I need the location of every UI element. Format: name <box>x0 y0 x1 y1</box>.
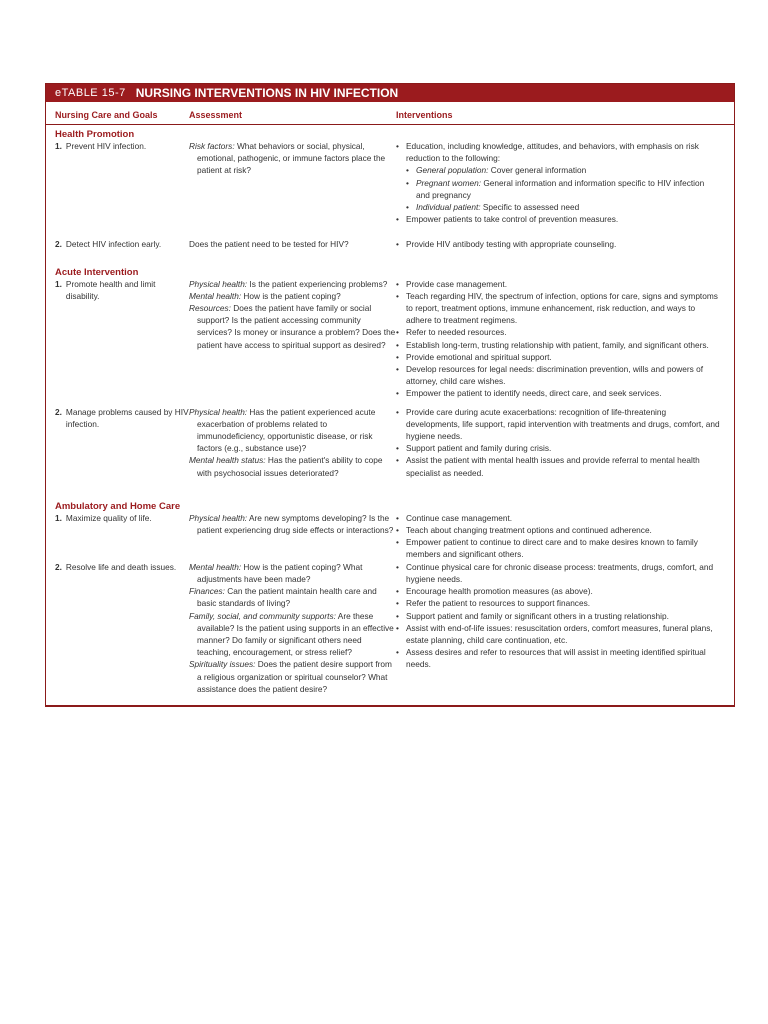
goal-number: 1. <box>55 278 62 289</box>
intervention-item: • Provide care during acute exacerbations: recognition of life-threatening developments, life support, rapid intervention with treatments and drugs, comfort, and hygiene needs. <box>396 406 720 443</box>
text-label: Mental health status: <box>189 455 266 466</box>
intervention-subitem: • Pregnant women: General information and information specific to HIV infection and pregnancy <box>396 177 720 201</box>
column-header-row <box>46 106 734 125</box>
section-title: Acute Intervention <box>55 266 139 278</box>
nursing-interventions-table <box>45 83 735 707</box>
assessment-item: Does the patient need to be tested for HIV? <box>189 239 349 250</box>
intervention-item: • Support patient and family or significant others in a trusting relationship. <box>396 610 720 622</box>
intervention-item: • Empower patient to continue to direct care and to make desires known to family members and significant others. <box>396 536 720 560</box>
table-title-bar <box>46 84 734 102</box>
assessment-item: Physical health: Is the patient experiencing problems? <box>189 278 388 289</box>
intervention-item: • Empower patients to take control of prevention measures. <box>396 213 720 225</box>
intervention-subitem: • General population: Cover general information <box>396 164 720 176</box>
goal-number: 1. <box>55 512 62 523</box>
assessment-item: Finances: Can the patient maintain health care and basic standards of living? <box>189 586 377 609</box>
table-body <box>46 129 734 695</box>
goal-item <box>55 512 189 524</box>
goal-cell <box>46 140 189 225</box>
interventions-cell <box>396 238 734 250</box>
column-header-goals: Nursing Care and Goals <box>55 110 158 120</box>
assessment-cell <box>189 140 396 225</box>
table-row <box>46 278 734 406</box>
intervention-item: • Empower the patient to identify needs, direct care, and seek services. <box>396 387 720 399</box>
text-label: Finances: <box>189 586 225 597</box>
goal-text: Manage problems caused by HIV infection. <box>65 406 189 429</box>
goal-number: 2. <box>55 561 62 572</box>
table-row <box>46 512 734 561</box>
intervention-item: • Encourage health promotion measures (as above). <box>396 585 720 597</box>
table-row <box>46 561 734 695</box>
interventions-cell <box>396 406 734 479</box>
assessment-item: Mental health status: Has the patient's ability to cope with psychosocial issues deteriorated? <box>189 455 383 478</box>
text-label: Individual patient: <box>416 202 481 213</box>
text-label: Physical health: <box>189 512 248 523</box>
goal-text: Prevent HIV infection. <box>65 141 147 151</box>
interventions-list <box>396 278 720 400</box>
intervention-item: • Provide HIV antibody testing with appropriate counseling. <box>396 238 720 250</box>
intervention-item: • Continue case management. <box>396 512 720 524</box>
interventions-list <box>396 512 720 561</box>
text-label: Pregnant women: <box>416 177 482 188</box>
assessment-item: Family, social, and community supports: Are these available? Is the patient using supports in an effective manner? Do family or significant others need teaching, encouragement, or stress relief? <box>189 610 394 658</box>
interventions-list <box>396 140 720 225</box>
interventions-cell <box>396 278 734 400</box>
table-title: NURSING INTERVENTIONS IN HIV INFECTION <box>135 86 399 100</box>
text-label: Risk factors: <box>189 141 235 151</box>
goal-item <box>55 140 189 152</box>
goal-item <box>55 561 189 573</box>
intervention-item: • Education, including knowledge, attitudes, and behaviors, with emphasis on risk reduction to the following: <box>396 140 720 164</box>
assessment-item: Mental health: How is the patient coping? What adjustments have been made? <box>189 561 363 584</box>
column-header-interventions: Interventions <box>396 110 453 120</box>
text-label: Mental health: <box>189 290 242 301</box>
intervention-item: • Teach regarding HIV, the spectrum of infection, options for care, signs and symptoms to report, treatment options, immune enhancement, risk reduction, and ways to adhere to treatment regimens. <box>396 290 720 327</box>
interventions-cell <box>396 512 734 561</box>
intervention-item: • Assist with end-of-life issues: resuscitation orders, comfort measures, funeral plans, estate planning, child care continuation, etc. <box>396 622 720 646</box>
table-row <box>46 406 734 485</box>
goal-cell <box>46 406 189 479</box>
goal-item <box>55 278 189 302</box>
assessment-item: Mental health: How is the patient coping? <box>189 290 341 301</box>
intervention-item: • Develop resources for legal needs: discrimination prevention, wills and powers of attorney, child care wishes. <box>396 363 720 387</box>
goal-number: 2. <box>55 406 62 417</box>
intervention-item: • Refer to needed resources. <box>396 326 720 338</box>
text-label: Physical health: <box>189 278 248 289</box>
intervention-item: • Support patient and family during crisis. <box>396 442 720 454</box>
assessment-cell <box>189 406 396 479</box>
intervention-item: • Refer the patient to resources to support finances. <box>396 597 720 609</box>
assessment-item: Spirituality issues: Does the patient desire support from a religious organization or spiritual counselor? What assistance does the patient desire? <box>189 659 392 694</box>
intervention-item: • Continue physical care for chronic disease process: treatments, drugs, comfort, and hygiene needs. <box>396 561 720 585</box>
goal-cell <box>46 561 189 695</box>
interventions-list <box>396 406 720 479</box>
goal-cell <box>46 238 189 250</box>
goal-cell <box>46 278 189 400</box>
assessment-item: Physical health: Has the patient experienced acute exacerbation of problems related to immunodeficiency, opportunistic disease, or risk factors (e.g., substance use)? <box>189 406 376 454</box>
section-title: Ambulatory and Home Care <box>55 500 181 512</box>
goal-item <box>55 406 189 430</box>
goal-text: Maximize quality of life. <box>65 512 152 523</box>
assessment-cell <box>189 238 396 250</box>
text-label: Mental health: <box>189 561 242 572</box>
interventions-cell <box>396 561 734 695</box>
intervention-item: • Provide emotional and spiritual support. <box>396 351 720 363</box>
assessment-cell <box>189 278 396 400</box>
assessment-item: Risk factors: What behaviors or social, physical, emotional, pathogenic, or immune factors place the patient at risk? <box>189 141 386 176</box>
interventions-list <box>396 561 720 671</box>
goal-cell <box>46 512 189 561</box>
text-label: General population: <box>416 165 489 176</box>
goal-number: 1. <box>55 141 62 151</box>
intervention-item: • Teach about changing treatment options and continued adherence. <box>396 524 720 536</box>
text-label: Spirituality issues: <box>189 659 256 670</box>
assessment-cell <box>189 512 396 561</box>
goal-text: Resolve life and death issues. <box>65 561 177 572</box>
table-number: eTABLE 15-7 <box>55 87 126 99</box>
interventions-list <box>396 238 720 250</box>
intervention-item: • Assist the patient with mental health issues and provide referral to mental health specialist as needed. <box>396 454 720 478</box>
intervention-item: • Establish long-term, trusting relationship with patient, family, and significant others. <box>396 339 720 351</box>
table-row <box>46 238 734 250</box>
text-label: Physical health: <box>189 406 248 417</box>
interventions-cell <box>396 140 734 225</box>
assessment-item: Physical health: Are new symptoms developing? Is the patient experiencing drug side effects or interactions? <box>189 512 394 536</box>
intervention-item: • Provide case management. <box>396 278 720 290</box>
section-title: Health Promotion <box>55 129 135 140</box>
assessment-item: Resources: Does the patient have family or social support? Is the patient accessing community services? Is money or insurance a problem? Does the patient have access to spiritual support as desired? <box>189 303 396 350</box>
text-label: Resources: <box>189 303 231 314</box>
intervention-subitem: • Individual patient: Specific to assessed need <box>396 201 720 213</box>
goal-text: Promote health and limit disability. <box>65 278 156 301</box>
column-header-assessment: Assessment <box>189 110 243 120</box>
assessment-cell <box>189 561 396 695</box>
goal-number: 2. <box>55 239 62 250</box>
text-label: Family, social, and community supports: <box>189 610 336 621</box>
table-row <box>46 140 734 238</box>
intervention-item: • Assess desires and refer to resources that will assist in meeting identified spiritual needs. <box>396 646 720 670</box>
goal-item <box>55 238 189 250</box>
goal-text: Detect HIV infection early. <box>65 239 162 250</box>
